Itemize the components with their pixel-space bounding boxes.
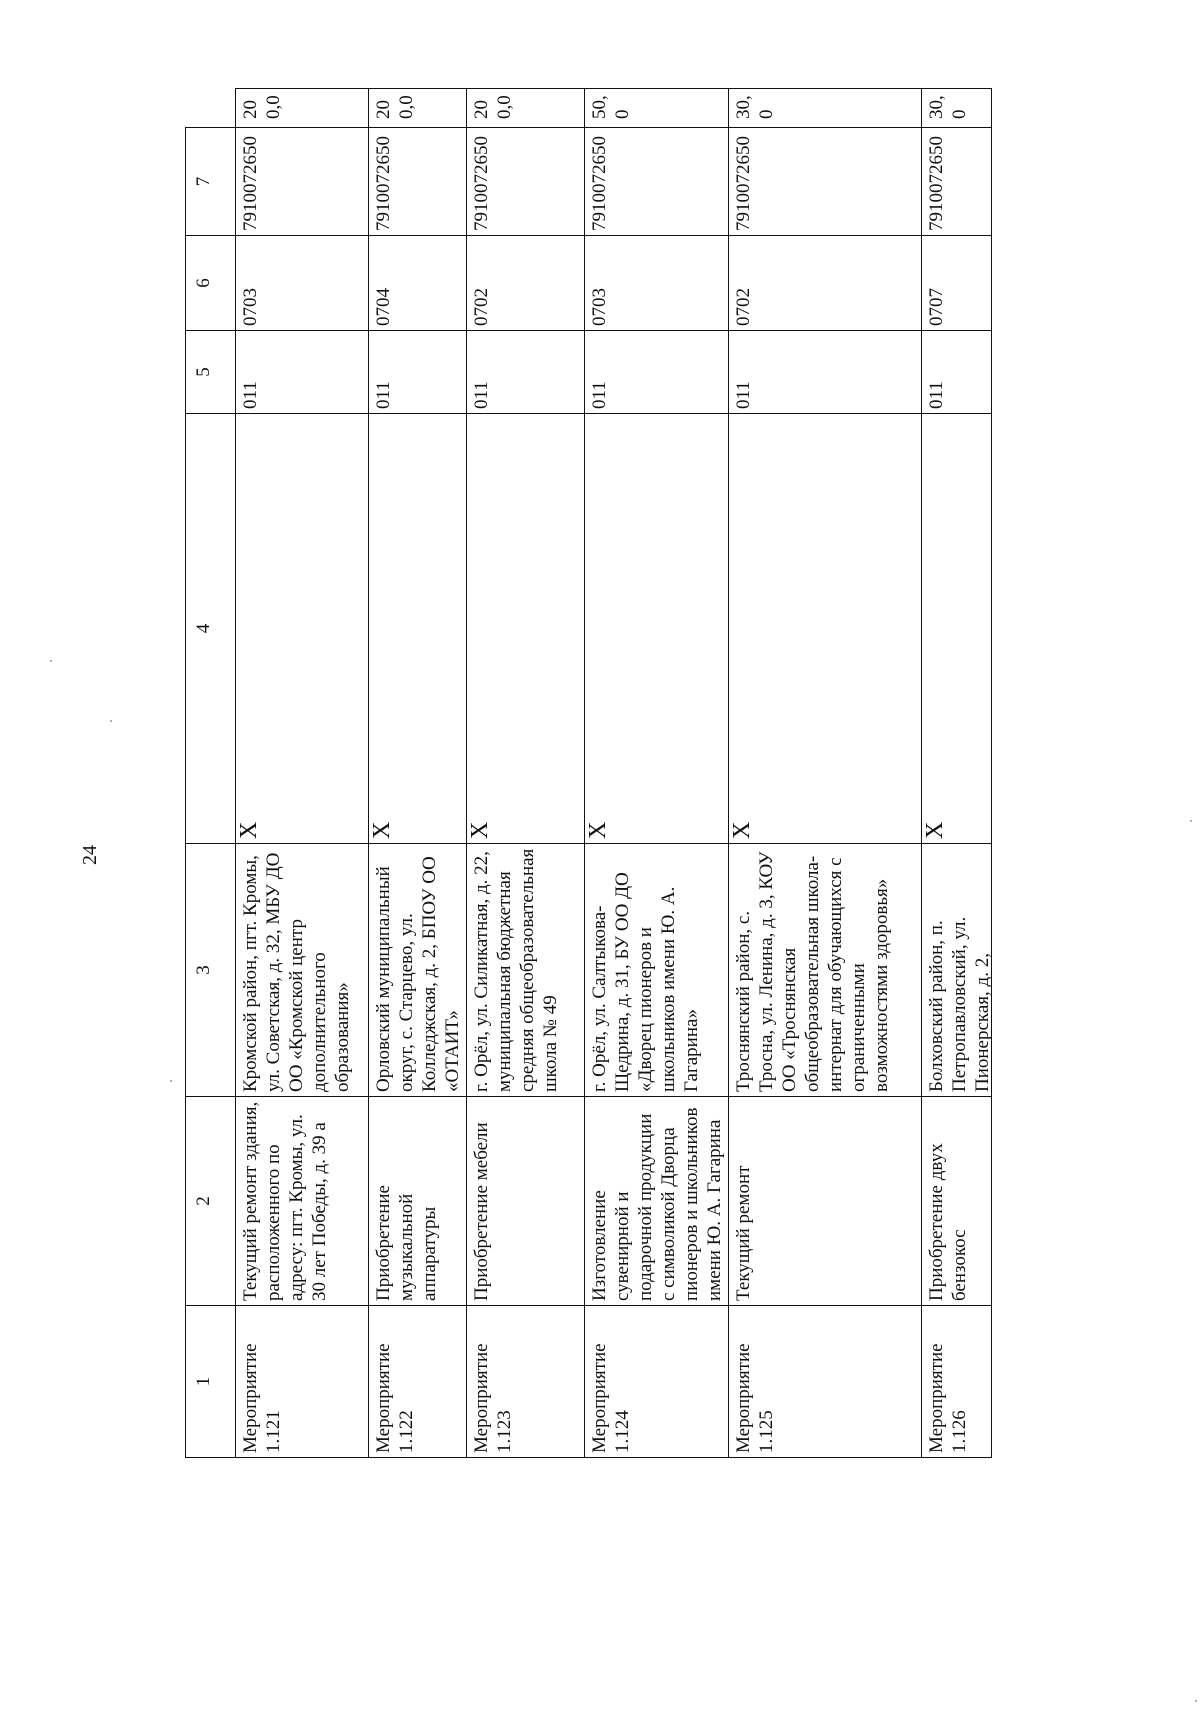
code3-cell: 7910072650 [922, 128, 992, 236]
column-header: 5 [186, 331, 236, 414]
amount-cell: 200,0 [369, 89, 467, 128]
column-header: 1 [186, 1306, 236, 1458]
code3-cell: 7910072650 [236, 128, 369, 236]
table-row [369, 89, 467, 1458]
table-row [467, 89, 585, 1458]
page-number: 24 [79, 845, 101, 865]
code3-cell: 7910072650 [467, 128, 585, 236]
column-header: 4 [186, 414, 236, 844]
location-cell: Орловский муниципальный округ, с. Старцево, ул. Колледжская, д. 2, БПОУ ОО «ОТАИТ» [369, 844, 467, 1097]
event-cell: Мероприятие 1.123 [467, 1306, 585, 1458]
code2-cell: 0702 [467, 236, 585, 331]
amount-cell: 30,0 [922, 89, 992, 128]
description-cell: Приобретение двух бензокос [922, 1097, 992, 1306]
code3-cell: 7910072650 [369, 128, 467, 236]
code3-cell: 7910072650 [729, 128, 922, 236]
event-cell: Мероприятие 1.126 [922, 1306, 992, 1458]
event-cell: Мероприятие 1.125 [729, 1306, 922, 1458]
code1-cell: 011 [369, 331, 467, 414]
code1-cell: 011 [585, 331, 729, 414]
location-cell: г. Орёл, ул. Салтыкова-Щедрина, д. 31, БУ ОО ДО «Дворец пионеров и школьников имени Ю. А. Гагарина» [585, 844, 729, 1097]
location-cell: Троснянский район, с. Тросна, ул. Ленина, д. 3, КОУ ОО «Троснянская общеобразовательная школа-интернат для обучающихся с ограниченными возможностями здоровья» [729, 844, 922, 1097]
event-cell: Мероприятие 1.122 [369, 1306, 467, 1458]
mark-cell: X [369, 414, 467, 844]
funding-table [185, 88, 992, 1458]
code1-cell: 011 [729, 331, 922, 414]
column-header: 2 [186, 1097, 236, 1306]
amount-cell: 200,0 [236, 89, 369, 128]
mark-cell: X [585, 414, 729, 844]
amount-cell: 50,0 [585, 89, 729, 128]
description-cell: Текущий ремонт [729, 1097, 922, 1306]
header-row [186, 89, 236, 1458]
location-cell [922, 844, 992, 1097]
location-cell: Кромской район, пгт. Кромы, ул. Советская, д. 32, МБУ ДО ОО «Кромской центр дополнительного образования» [236, 844, 369, 1097]
location-cell: г. Орёл, ул. Силикатная, д. 22, муниципальная бюджетная средняя общеобразовательная школа № 49 [467, 844, 585, 1097]
column-header: 6 [186, 236, 236, 331]
event-cell: Мероприятие 1.124 [585, 1306, 729, 1458]
code2-cell: 0703 [236, 236, 369, 331]
scan-speck [170, 1080, 172, 1082]
scan-speck [110, 720, 112, 722]
amount-cell: 30,0 [729, 89, 922, 128]
code1-cell: 011 [467, 331, 585, 414]
mark-cell: X [467, 414, 585, 844]
mark-cell: X [729, 414, 922, 844]
scan-speck [1195, 1700, 1197, 1702]
code1-cell: 011 [922, 331, 992, 414]
rotated-table-area [185, 88, 1075, 1458]
code3-cell: 7910072650 [585, 128, 729, 236]
code2-cell: 0702 [729, 236, 922, 331]
location-text: Болховский район, п. Петропавловский, ул. Пионерская, д. 2, [926, 916, 993, 1092]
table-row [236, 89, 369, 1458]
code2-cell: 0703 [585, 236, 729, 331]
description-cell: Приобретение музыкальной аппаратуры [369, 1097, 467, 1306]
table-row [922, 89, 992, 1458]
code1-cell: 011 [236, 331, 369, 414]
table-row [585, 89, 729, 1458]
description-cell: Изготовление сувенирной и подарочной продукции с символикой Дворца пионеров и школьников имени Ю. А. Гагарина [585, 1097, 729, 1306]
code2-cell: 0707 [922, 236, 992, 331]
column-header: 7 [186, 128, 236, 236]
table-container [185, 88, 1075, 1458]
event-cell: Мероприятие 1.121 [236, 1306, 369, 1458]
description-cell: Текущий ремонт здания, расположенного по адресу: пгт. Кромы, ул. 30 лет Победы, д. 39 а [236, 1097, 369, 1306]
scan-speck [50, 660, 52, 662]
mark-cell: X [236, 414, 369, 844]
mark-cell: X [922, 414, 992, 844]
code2-cell: 0704 [369, 236, 467, 331]
column-header: 3 [186, 844, 236, 1097]
description-cell: Приобретение мебели [467, 1097, 585, 1306]
table-row [729, 89, 922, 1458]
scan-speck [1190, 820, 1192, 822]
amount-cell: 200,0 [467, 89, 585, 128]
